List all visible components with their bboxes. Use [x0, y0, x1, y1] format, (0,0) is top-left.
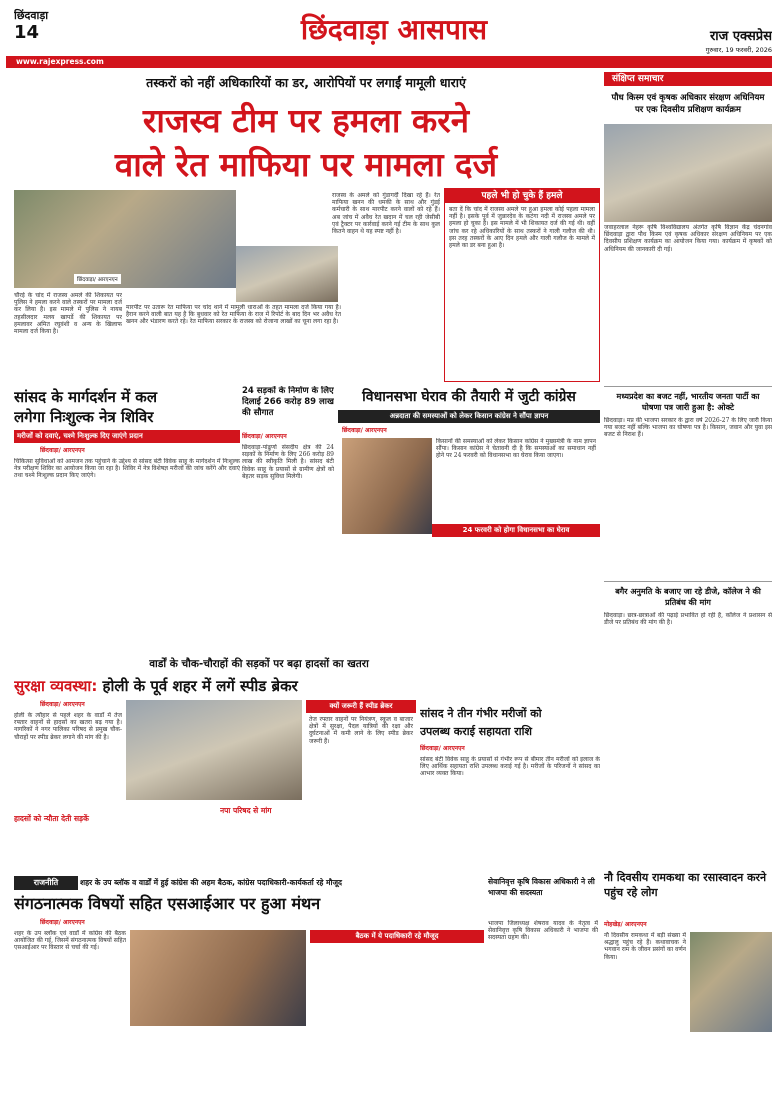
lead-headline-1: राजस्व टीम पर हमला करने [142, 101, 470, 140]
politics-tag: राजनीति [14, 876, 78, 890]
mp-headline-1: सांसद ने तीन गंभीर मरीजों को [420, 707, 542, 720]
speed-kicker: वार्डों के चौक-चौराहों की सड़कों पर बढ़ा हादसों का खतरा [149, 658, 369, 670]
politics-col-text: भाजपा जिलाध्यक्ष शेषराव यादव के नेतृत्व में सेवानिवृत्त कृषि विकास अधिकारी ने भाजपा की सदस्यता ग्रहण की। [488, 920, 598, 942]
speed-headline-rest: होली के पूर्व शहर में लगें स्पीड ब्रेकर [102, 677, 298, 695]
brief-1-title: पौध किस्म एवं कृषक अधिकार संरक्षण अधिनियम पर एक दिवसीय प्रशिक्षण कार्यक्रम [611, 93, 765, 115]
mp-headline-2: उपलब्ध कराई सहायता राशि [420, 725, 532, 738]
roads-headline: 24 सड़कों के निर्माण के लिए दिलाई 266 करोड़ 89 लाख की सौगात [242, 386, 334, 418]
page-number: 14 [14, 22, 40, 43]
politics-col-title: सेवानिवृत्त कृषि विकास अधिकारी ने ली भाजपा की सदस्यता [488, 877, 595, 897]
speed-box-text: तेज रफ्तार वाहनों पर नियंत्रण, स्कूल व बाजार क्षेत्रों में सुरक्षा, पैदल यात्रियों की रक्षा और दुर्घटनाओं में कमी लाने के लिए स्पीड ब्रेकर जरूरी हैं। [309, 716, 413, 745]
briefs-header: संक्षिप्त समाचार [604, 72, 772, 86]
brief-3-text: छिंदवाड़ा। छात्र-छात्राओं की पढ़ाई प्रभावित हो रही है, कॉलेज ने प्रशासन से डीजे पर प्रतिबंध की मांग की है। [604, 612, 772, 627]
speed-text: होली के त्यौहार से पहले शहर के वार्डों में तेज रफ्तार वाहनों से हादसों का खतरा बढ़ गया है। नागरिकों ने नगर पालिका परिषद से प्रमुख चौक-चौराहों पर स्पीड ब्रेकर लगाने की मांग की है। [14, 712, 122, 741]
lead-col-2: मारपीट पर उतारू रेत माफिया पर चांद थाने में मामूली धाराओं के तहत मामला दर्ज किया गया है। हैरान करने वाली बात यह है कि बुधवार को रेत माफिया के राज में रिपोर्ट के बाद दिन भर अवैध रेत खनन और भंडारण करते रहे। रेत माफिया सरकार के राजस्व को रोजाना लाखों का चूना लगा रहा है। [126, 304, 341, 326]
lead-box-title: पहले भी हो चुके हैं हमले [445, 189, 599, 203]
ramkatha-text: नौ दिवसीय रामकथा में बड़ी संख्या में श्रद्धालु पहुंच रहे हैं। कथावाचक ने भगवान राम के जीवन प्रसंगों का वर्णन किया। [604, 932, 686, 961]
page-title: छिंदवाड़ा आसपास [300, 13, 488, 46]
briefs-column [604, 72, 772, 862]
eye-strap: मरीजों को दवाएं, चश्मे निःशुल्क दिए जाएंगे प्रदान [14, 430, 240, 443]
politics-byline: छिंदवाड़ा/ आरएनएन [40, 919, 85, 926]
lead-byline: छिंदवाड़ा/ आरएनएन [74, 274, 121, 284]
ramkatha-photo [690, 932, 772, 1032]
roads-text: छिंदवाड़ा-पांढुर्णा संसदीय क्षेत्र की 24 सड़कों के निर्माण के लिए 266 करोड़ 89 लाख की स्वीकृति मिली है। सांसद बंटी विवेक साहू के प्रयासों से ग्रामीण क्षेत्रों को बेहतर सड़क सुविधा मिलेगी। [242, 444, 334, 480]
speed-photo [126, 700, 302, 800]
lead-col-1: चौरई के चांद में राजस्व अमले की शिकायत पर पुलिस ने हमला करने वाले तस्करों पर मामला दर्ज कर लिया है। इस मामले में पुलिस ने नायब तहसीलदार मलय खापर्डे की शिकायत पर हमलावर अमित रघुवंशी व अन्य के खिलाफ मामला दर्ज किया है। [14, 292, 122, 336]
website-link[interactable]: www.rajexpress.com [16, 57, 104, 66]
congress-photo [342, 438, 432, 534]
lead-box [444, 188, 600, 382]
lead-headline-2: वाले रेत माफिया पर मामला दर्ज [114, 145, 498, 184]
mp-byline: छिंदवाड़ा/ आरएनएन [420, 745, 465, 752]
roads-byline: छिंदवाड़ा/ आरएनएन [242, 433, 287, 440]
brief-2-title: मध्यप्रदेश का बजट नहीं, भारतीय जनता पार्टी का घोषणा पत्र जारी हुआ है: ओक्टे [604, 386, 772, 417]
ramkatha-headline: नौ दिवसीय रामकथा का रसास्वादन करने पहुंच रहे लोग [604, 871, 767, 899]
date: गुरुवार, 19 फरवरी, 2026 [705, 46, 772, 54]
brief-1-photo [604, 124, 772, 222]
speed-byline: छिंदवाड़ा/ आरएनएन [40, 701, 85, 708]
congress-headline: विधानसभा घेराव की तैयारी में जुटी कांग्रेस [362, 389, 576, 405]
congress-strap: अन्नदाता की समस्याओं को लेकर किसान कांग्रेस ने सौंपा ज्ञापन [338, 410, 600, 423]
speed-box [306, 700, 416, 870]
eye-headline-1: सांसद के मार्गदर्शन में कल [14, 388, 157, 406]
speed-headline [14, 674, 504, 698]
brief-1-text: जवाहरलाल नेहरू कृषि विश्वविद्यालय अंतर्गत कृषि विज्ञान केंद्र चंदनगांव छिंदवाड़ा द्वारा पौध किस्म एवं कृषक अधिकार संरक्षण अधिनियम पर एक दिवसीय प्रशिक्षण कार्यक्रम का आयोजन किया गया। कार्यक्रम में कृषकों को अधिनियम की जानकारी दी गई। [604, 224, 772, 253]
eye-byline: छिंदवाड़ा/ आरएनएन [40, 447, 85, 454]
politics-photo [130, 930, 306, 1026]
congress-text: किसानों की समस्याओं को लेकर किसान कांग्रेस ने मुख्यमंत्री के नाम ज्ञापन सौंपा। किसान कांग्रेस ने चेतावनी दी है कि समस्याओं का समाधान नहीं होने पर 24 फरवरी को विधानसभा का घेराव किया जाएगा। [436, 438, 596, 460]
lead-photo-2 [236, 246, 338, 302]
speed-headline-red: सुरक्षा व्यवस्था: [14, 677, 98, 695]
speed-box-title: क्यों जरूरी हैं स्पीड ब्रेकर [306, 700, 416, 713]
speed-subhead-2: नपा परिषद से मांग [220, 806, 272, 815]
congress-box: 24 फरवरी को होगा विधानसभा का घेराव [432, 524, 600, 537]
politics-headline: संगठनात्मक विषयों सहित एसआईआर पर हुआ मंथन [14, 894, 321, 913]
politics-box: बैठक में ये पदाधिकारी रहे मौजूद [310, 930, 484, 943]
masthead-city: छिंदवाड़ा [14, 9, 49, 22]
speed-subhead-1: हादसों को न्यौता देती सड़कें [14, 814, 89, 823]
congress-byline: छिंदवाड़ा/ आरएनएन [342, 427, 387, 434]
lead-photo-1 [14, 190, 236, 288]
mp-text: सांसद बंटी विवेक साहू के प्रयासों से गंभीर रूप से बीमार तीन मरीजों को इलाज के लिए आर्थिक सहायता राशि उपलब्ध कराई गई है। मरीजों के परिजनों ने सांसद का आभार व्यक्त किया। [420, 756, 600, 778]
lead-col-3: राजस्व के अमले को गुंडागर्दी दिखा रहे हैं। रेत माफिया खनन की धमकी के साथ और गुंडई कर्मचारी के साथ मारपीट करने वालों को रहे हैं। अब जांच में अवैध रेत खदान में चल रही जेसीबी एवं ट्रैक्टर पर कार्रवाई करने गई टीम के साथ कुल कितने वाहन थे यह स्पष्ट नहीं है। [332, 192, 440, 236]
ramkatha-byline: मोहखेड़/ आरएनएन [604, 921, 647, 928]
politics-kicker: शहर के उप ब्लॉक व वार्डों में हुई कांग्रेस की अहम बैठक, कांग्रेस पदाधिकारी-कार्यकर्ता रहे मौजूद [80, 878, 342, 887]
politics-text: शहर के उप ब्लॉक एवं वार्डों में कांग्रेस की बैठक आयोजित की गई, जिसमें संगठनात्मक विषयों सहित एसआईआर पर विस्तार से चर्चा की गई। [14, 930, 126, 952]
lead-box-text: बता दें कि चांद में राजस्व अमले पर हुआ हमला कोई पहला मामला नहीं है। इसके पूर्व में जुन्नारदेव के कटंगा नदी में राजस्व अमले पर हमला हो चुका है। इस मामले में भी शिकायत दर्ज की गई थी। वहीं जांच कर रहे अधिकारियों के साथ तस्करों ने गाली गलौज की थी। इस तरह तस्करों के आए दिन हमले और गाली गलौज के मामले में हमले का डर बना हुआ है। [449, 206, 595, 250]
brief-2-text: छिंदवाड़ा। मप्र की भाजपा सरकार के द्वारा वर्ष 2026-27 के लिए जारी किया गया बजट नहीं बल्कि भाजपा का घोषणा पत्र है। किसान, जवान और युवा इस बजट से निराश हैं। [604, 417, 772, 439]
brief-3-title: बगैर अनुमति के बजाए जा रहे डीजे, कॉलेज ने की प्रतिबंध की मांग [604, 581, 772, 612]
eye-headline-2: लगेगा निःशुल्क नेत्र शिविर [14, 408, 154, 426]
eye-text: चिकित्सा सुविधाओं को आमजन तक पहुंचाने के उद्देश्य से सांसद बंटी विवेक साहू के मार्गदर्शन में निःशुल्क नेत्र परीक्षण शिविर का आयोजन किया जा रहा है। शिविर में नेत्र विशेषज्ञ मरीजों की जांच करेंगे और दवाएं तथा चश्मे निःशुल्क प्रदान किए जाएंगे। [14, 458, 240, 480]
color-bar [6, 56, 772, 68]
lead-kicker: तस्करों को नहीं अधिकारियों का डर, आरोपियों पर लगाईं मामूली धाराएं [146, 75, 466, 90]
paper-name: राज एक्सप्रेस [709, 29, 772, 44]
